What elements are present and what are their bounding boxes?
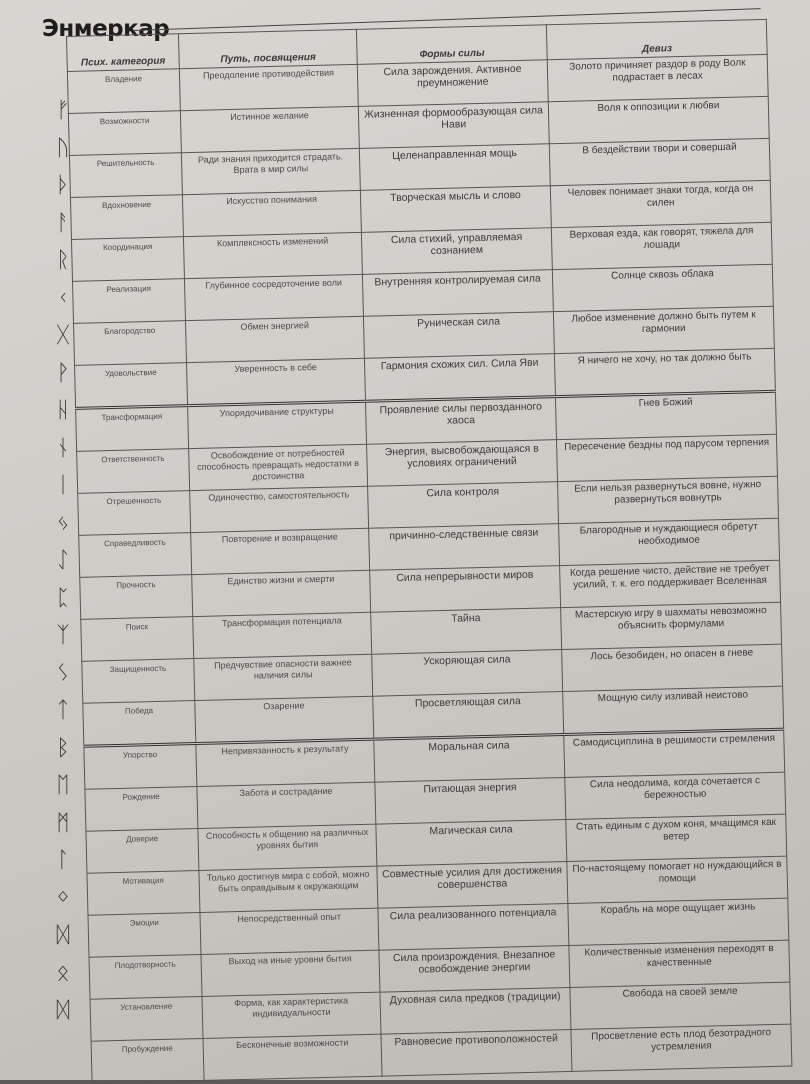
cell-path: Искусство понимания (182, 190, 361, 236)
cell-motto: Воля к оппозиции к любви (548, 96, 769, 143)
cell-motto: Просветление есть плод безотрадного устремления (571, 1024, 792, 1071)
cell-path: Трансформация потенциала (193, 612, 372, 658)
cell-path: Только достигнув мира с собой, можно быть оправдывым к окружающим (199, 866, 378, 912)
header-forms: Формы силы (356, 25, 547, 65)
cell-motto: Сила неодолима, когда сочетается с бережностью (565, 772, 786, 819)
rune-glyph: ᛏ (56, 698, 70, 724)
cell-category: Возможности (68, 111, 181, 156)
rune-glyph: ᛇ (56, 548, 70, 574)
cell-category: Отрешенность (78, 491, 191, 536)
cell-path: Единство жизни и смерти (192, 570, 371, 616)
header-path: Путь, посвящения (178, 29, 357, 68)
rune-glyph: ᛜ (56, 885, 70, 911)
cell-path: Предчувствие опасности важнее наличия силы (194, 654, 373, 700)
rune-glyph: ᚷ (56, 323, 70, 349)
cell-path: Выход на иные уровни бытия (201, 950, 380, 996)
rune-glyph: ᚱ (56, 248, 70, 274)
rune-glyph: ᛊ (56, 660, 70, 686)
rune-glyph: ᛈ (56, 585, 70, 611)
table-body (67, 54, 792, 1083)
rune-glyph: ᛉ (56, 623, 70, 649)
cell-forms: Целенаправленная мощь (359, 144, 550, 191)
rune-glyph: ᛞ (56, 923, 70, 949)
cell-category: Координация (71, 237, 184, 282)
cell-motto: Мощную силу изливай неистово (563, 686, 784, 734)
rune-glyph: ᚠ (56, 98, 70, 124)
rune-glyph: ᚺ (56, 398, 70, 424)
rune-glyph: ᚾ (56, 435, 70, 461)
cell-category: Реализация (72, 279, 185, 324)
rune-glyph: ᚲ (56, 285, 70, 311)
cell-forms: Духовная сила предков (традиции) (380, 987, 571, 1034)
cell-path: Непривязанность к результату (196, 739, 375, 786)
header-motto: Девиз (546, 19, 767, 59)
rune-glyph: ᚨ (56, 210, 70, 236)
cell-path: Истинное желание (180, 106, 359, 152)
cell-path: Уверенность в себе (187, 358, 366, 405)
cell-category: Эмоции (88, 912, 201, 957)
rune-table (66, 19, 792, 1084)
rune-glyph: ᛟ (56, 960, 70, 986)
rune-glyph: ᛒ (56, 735, 70, 761)
cell-forms: Сила произрождения. Внезапное освобождение энергии (379, 945, 570, 992)
cell-forms: Равновесие противоположностей (381, 1029, 572, 1076)
cell-category: Вдохновение (70, 195, 183, 240)
cell-motto: Благородные и нуждающиеся обретут необходимое (559, 518, 780, 565)
cell-category: Доверие (86, 829, 199, 874)
cell-motto: Я ничего не хочу, но так должно быть (554, 348, 775, 396)
cell-category: Справедливость (79, 533, 192, 578)
rune-glyph: ᛗ (56, 810, 70, 836)
cell-forms: Внутренняя контролируемая сила (362, 270, 553, 317)
cell-path: Упорядочивание структуры (188, 401, 367, 448)
cell-forms: Сила непрерывности миров (370, 566, 561, 613)
cell-category: Благородство (74, 321, 187, 366)
cell-path: Способность к общению на различных уровнях бытия (198, 824, 377, 870)
rune-glyph: ᛞ (56, 998, 70, 1024)
cell-category: Защищенность (82, 659, 195, 704)
cell-motto: Лось безобиден, но опасен в гневе (562, 644, 783, 691)
cell-forms: Тайна (371, 608, 562, 655)
cell-path: Непосредственный опыт (200, 908, 379, 954)
cell-category: Установление (90, 996, 203, 1041)
rune-glyph: ᛚ (56, 848, 70, 874)
cell-path: Озарение (195, 696, 374, 743)
cell-category: Плодотворность (89, 954, 202, 999)
cell-category: Удовольствие (75, 363, 188, 409)
cell-path: Освобождение от потребностей способность превращать недостатки в достоинства (189, 444, 368, 490)
cell-category: Рождение (85, 787, 198, 832)
cell-motto: Если нельзя развернуться вовне, нужно развернуться вовнутрь (558, 476, 779, 523)
cell-path: Одиночество, самостоятельность (190, 486, 369, 532)
rune-glyph: ᚹ (56, 360, 70, 386)
rune-glyph: ᛃ (56, 510, 70, 536)
cell-category: Пробуждение (91, 1038, 204, 1083)
cell-forms: Сила реализованного потенциала (378, 903, 569, 950)
cell-motto: Золото причиняет раздор в роду Волк подрастает в лесах (547, 54, 768, 101)
cell-path: Ради знания приходится страдать. Врата в мир силы (181, 148, 360, 194)
cell-path: Повторение и возвращение (191, 528, 370, 574)
cell-forms: Проявление силы первозданного хаоса (366, 397, 557, 445)
cell-motto: Когда решение чисто, действие не требует усилий, т. к. его поддерживает Вселенная (560, 560, 781, 607)
cell-forms: Сила стихий, управляемая сознанием (361, 228, 552, 275)
cell-path: Забота и сострадание (197, 782, 376, 828)
cell-category: Поиск (81, 617, 194, 662)
rune-glyph: ᛁ (56, 473, 70, 499)
cell-path: Форма, как характеристика индивидуальности (202, 992, 381, 1038)
cell-category: Победа (83, 701, 196, 747)
cell-forms: Питающая энергия (375, 778, 566, 825)
cell-path: Бесконечные возможности (203, 1034, 382, 1080)
cell-category: Ответственность (77, 449, 190, 494)
cell-forms: Моральная сила (374, 735, 565, 783)
rune-glyph: ᚦ (56, 173, 70, 199)
cell-path: Комплексность изменений (183, 232, 362, 278)
cell-category: Трансформация (76, 406, 189, 452)
cell-motto: Стать единым с духом коня, мчащимся как ветер (566, 814, 787, 861)
cell-motto: В бездействии твори и совершай (549, 138, 770, 185)
cell-forms: Сила контроля (368, 482, 559, 529)
rune-glyph: ᛖ (56, 773, 70, 799)
cell-forms: Совместные усилия для достижения совершенства (377, 862, 568, 909)
cell-path: Глубинное сосредоточение воли (184, 274, 363, 320)
cell-motto: Самодисциплина в решимости стремления (564, 729, 785, 777)
cell-forms: Энергия, высвобождающаяся в условиях ограничений (367, 440, 558, 487)
cell-category: Прочность (80, 575, 193, 620)
cell-path: Преодоление противодействия (179, 64, 358, 110)
cell-category: Решительность (69, 153, 182, 198)
cell-forms: Сила зарождения. Активное преумножение (357, 60, 548, 107)
cell-motto: Верховая езда, как говорят, тяжела для лошади (551, 222, 772, 269)
cell-motto: Солнце сквозь облака (552, 264, 773, 311)
cell-category: Мотивация (87, 871, 200, 916)
rune-glyph: ᚢ (56, 135, 70, 161)
cell-forms: Творческая мысль и слово (360, 186, 551, 233)
cell-category: Владение (67, 69, 180, 114)
cell-motto: Пересечение бездны под парусом терпения (557, 434, 778, 481)
cell-motto: Человек понимает знаки тогда, когда он силен (550, 180, 771, 227)
cell-path: Обмен энергией (185, 316, 364, 362)
cell-category: Упорство (84, 744, 197, 790)
header-category: Псих. категория (67, 34, 180, 72)
cell-motto: Корабль на море ощущает жизнь (568, 898, 789, 945)
cell-motto: Мастерскую игру в шахматы невозможно объяснить формулами (561, 602, 782, 649)
cell-motto: Гнев Божий (555, 391, 776, 439)
cell-forms: Магическая сила (376, 820, 567, 867)
cell-motto: Количественные изменения переходят в качественные (569, 940, 790, 987)
cell-forms: Просветляющая сила (373, 692, 564, 740)
cell-forms: причинно-следственные связи (369, 524, 560, 571)
cell-motto: Свобода на своей земле (570, 982, 791, 1029)
cell-motto: Любое изменение должно быть путем к гармонии (553, 306, 774, 353)
table-container (66, 19, 791, 1084)
cell-forms: Руническая сила (363, 312, 554, 359)
page-title: Энмеркар (42, 16, 170, 42)
cell-forms: Жизненная формообразующая сила Нави (358, 102, 549, 149)
cell-forms: Гармония схожих сил. Сила Яви (364, 354, 555, 402)
cell-forms: Ускоряющая сила (372, 650, 563, 697)
cell-motto: По-настоящему помогает но нуждающийся в помощи (567, 856, 788, 903)
